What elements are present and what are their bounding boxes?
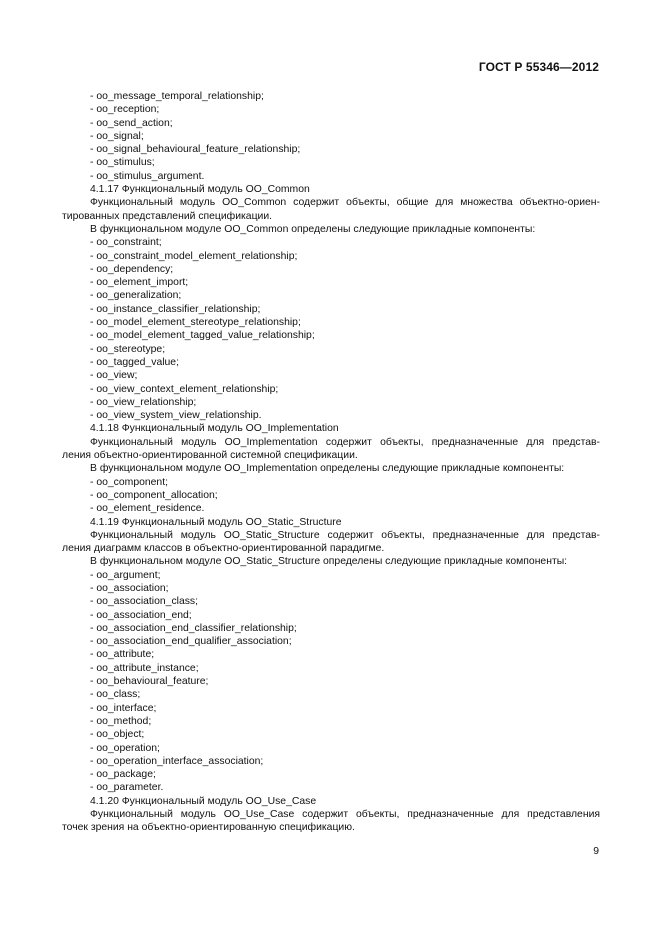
paragraph-line: Функциональный модуль OO_Static_Structure содержит объекты, предназначенные для представ- [90,529,600,541]
list-item: - oo_model_element_stereotype_relationship; [90,317,301,329]
list-item: - oo_package; [90,769,156,781]
list-item: - oo_instance_classifier_relationship; [90,303,261,315]
list-item: - oo_method; [90,715,152,727]
document-header: ГОСТ Р 55346—2012 [478,60,599,74]
paragraph-line: Функциональный модуль OO_Use_Case содержит объекты, предназначенные для представления [90,809,600,821]
list-item: - oo_send_action; [90,117,173,129]
list-item: - oo_association; [90,582,169,594]
list-item: - oo_view_context_element_relationship; [90,383,279,395]
list-item: - oo_stereotype; [90,343,166,355]
section-heading: 4.1.19 Функциональный модуль OO_Static_Structure [90,516,342,528]
page-number: 9 [593,846,599,857]
paragraph-line: ления диаграмм классов в объектно-ориентированной парадигме. [62,543,385,555]
list-item: - oo_class; [90,689,141,701]
list-item: - oo_reception; [90,104,160,116]
list-item: - oo_view; [90,370,138,382]
paragraph-line: ления объектно-ориентированной системной спецификации. [62,450,358,462]
list-item: - oo_parameter. [90,782,164,794]
list-item: - oo_stimulus_argument. [90,170,205,182]
section-heading: 4.1.20 Функциональный модуль OO_Use_Case [90,795,317,807]
list-item: - oo_behavioural_feature; [90,676,209,688]
paragraph-line: В функциональном модуле OO_Common определены следующие прикладные компоненты: [90,223,536,235]
list-item: - oo_association_class; [90,596,199,608]
paragraph-line: тированных представлений спецификации. [62,210,273,222]
list-item: - oo_signal_behavioural_feature_relationship; [90,144,301,156]
list-item: - oo_stimulus; [90,157,155,169]
list-item: - oo_operation; [90,742,160,754]
list-item: - oo_message_temporal_relationship; [90,91,264,102]
section-heading: 4.1.17 Функциональный модуль OO_Common [90,184,310,196]
list-item: - oo_tagged_value; [90,356,179,368]
list-item: - oo_constraint; [90,237,162,249]
list-item: - oo_component; [90,476,168,488]
section-heading: 4.1.18 Функциональный модуль OO_Implementation [90,423,339,435]
paragraph-line: Функциональный модуль OO_Common содержит объекты, общие для множества объектно-ориен- [90,197,600,209]
list-item: - oo_association_end_classifier_relationship; [90,622,297,634]
list-item: - oo_view_system_view_relationship. [90,410,262,422]
document-body [62,90,600,835]
list-item: - oo_element_residence. [90,503,205,515]
list-item: - oo_component_allocation; [90,489,218,501]
list-item: - oo_argument; [90,569,161,581]
list-item: - oo_view_relationship; [90,396,197,408]
paragraph-line: Функциональный модуль OO_Implementation содержит объекты, предназначенные для представ- [90,436,600,448]
list-item: - oo_attribute; [90,649,155,661]
paragraph-line: В функциональном модуле OO_Static_Structure определены следующие прикладные компоненты: [90,556,568,568]
list-item: - oo_signal; [90,130,144,142]
list-item: - oo_element_import; [90,277,189,289]
list-item: - oo_model_element_tagged_value_relationship; [90,330,315,342]
list-item: - oo_constraint_model_element_relationship; [90,250,298,262]
list-item: - oo_association_end; [90,609,192,621]
list-item: - oo_association_end_qualifier_association; [90,636,292,648]
list-item: - oo_attribute_instance; [90,662,199,674]
list-item: - oo_object; [90,729,145,741]
list-item: - oo_dependency; [90,263,174,275]
paragraph-line: точек зрения на объектно-ориентированную спецификацию. [62,822,355,834]
list-item: - oo_interface; [90,702,157,714]
paragraph-line: В функциональном модуле OO_Implementation определены следующие прикладные компоненты: [90,463,565,475]
list-item: - oo_operation_interface_association; [90,755,264,767]
list-item: - oo_generalization; [90,290,182,302]
